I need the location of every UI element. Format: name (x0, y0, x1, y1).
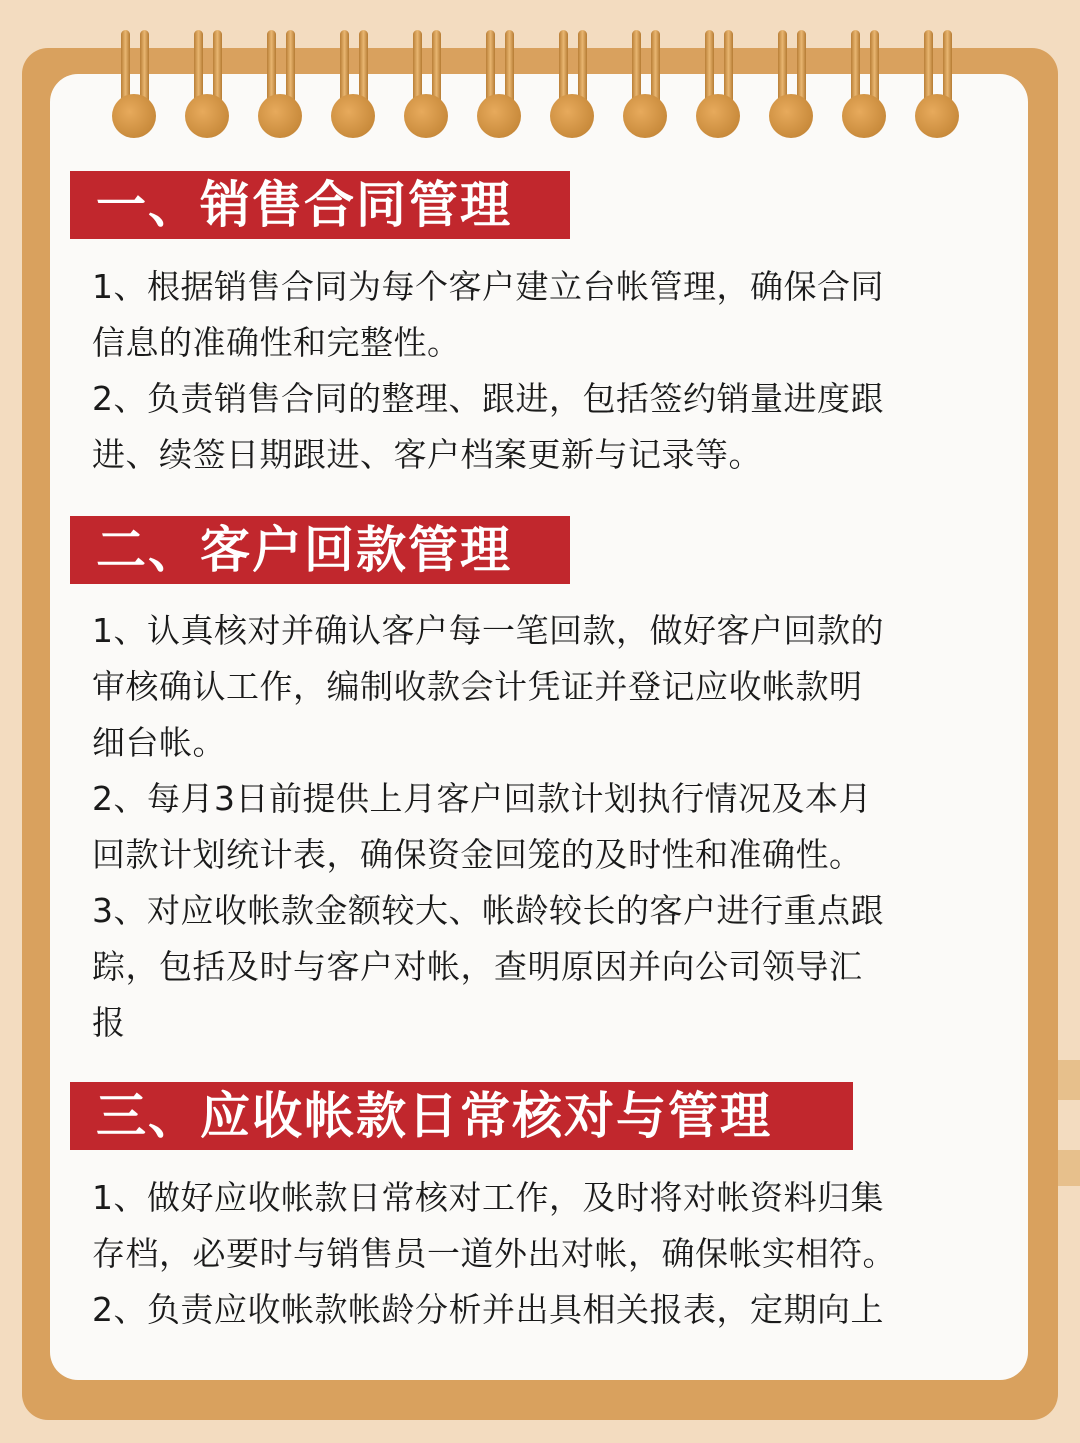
spiral-ring-icon (110, 30, 160, 138)
side-tab (1058, 1150, 1080, 1186)
body-line: 信息的准确性和完整性。 (92, 323, 461, 362)
body-line: 细台帐。 (92, 723, 226, 762)
body-line: 1、认真核对并确认客户每一笔回款，做好客户回款的 (92, 611, 884, 650)
spiral-ring-icon (475, 30, 525, 138)
body-line: 审核确认工作，编制收款会计凭证并登记应收帐款明 (92, 667, 863, 706)
section-body (92, 259, 982, 483)
body-line: 踪，包括及时与客户对帐，查明原因并向公司领导汇 (92, 947, 863, 986)
body-line: 3、对应收帐款金额较大、帐龄较长的客户进行重点跟 (92, 891, 884, 930)
body-line: 报 (92, 1003, 126, 1042)
body-line: 存档，必要时与销售员一道外出对帐，确保帐实相符。 (92, 1234, 896, 1273)
body-line: 1、做好应收帐款日常核对工作，及时将对帐资料归集 (92, 1178, 884, 1217)
side-tab (1058, 1060, 1080, 1100)
body-line: 进、续签日期跟进、客户档案更新与记录等。 (92, 435, 762, 474)
spiral-ring-icon (621, 30, 671, 138)
section-title: 三、应收帐款日常核对与管理 (70, 1082, 853, 1150)
spiral-ring-icon (913, 30, 963, 138)
body-line: 回款计划统计表，确保资金回笼的及时性和准确性。 (92, 835, 863, 874)
section-title: 一、销售合同管理 (70, 171, 570, 239)
spiral-ring-icon (329, 30, 379, 138)
spiral-ring-icon (694, 30, 744, 138)
body-line: 2、负责应收帐款帐龄分析并出具相关报表，定期向上 (92, 1290, 884, 1329)
spiral-ring-icon (402, 30, 452, 138)
section-body (92, 1170, 982, 1338)
section-body (92, 603, 982, 1051)
section-title: 二、客户回款管理 (70, 516, 570, 584)
body-line: 2、负责销售合同的整理、跟进，包括签约销量进度跟 (92, 379, 884, 418)
spiral-ring-icon (548, 30, 598, 138)
spiral-ring-icon (256, 30, 306, 138)
spiral-ring-icon (767, 30, 817, 138)
spiral-ring-icon (840, 30, 890, 138)
body-line: 1、根据销售合同为每个客户建立台帐管理，确保合同 (92, 267, 884, 306)
spiral-ring-icon (183, 30, 233, 138)
body-line: 2、每月3日前提供上月客户回款计划执行情况及本月 (92, 779, 872, 818)
